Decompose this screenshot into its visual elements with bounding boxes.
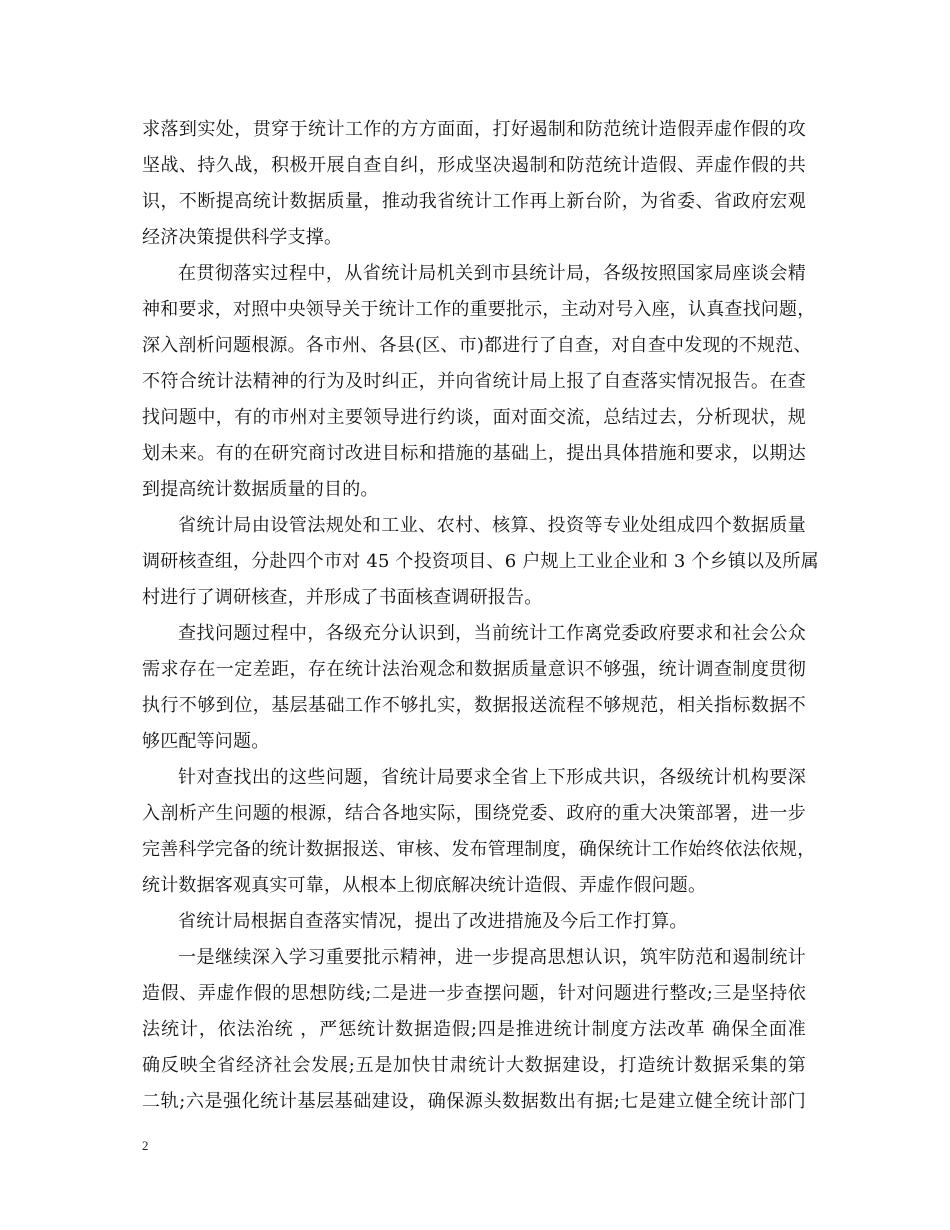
text-line: 统计数据客观真实可靠，从根本上彻底解决统计造假、弄虚作假问题。: [142, 875, 707, 896]
text-line: 不符合统计法精神的行为及时纠正，并向省统计局上报了自查落实情况报告。在查: [142, 371, 806, 392]
paragraph: [142, 256, 816, 508]
paragraph: [142, 508, 819, 616]
text-line: 确反映全省经济社会发展;五是加快甘肃统计大数据建设，打造统计数据采集的第: [142, 1055, 806, 1076]
text-line: 造假、弄虚作假的思想防线;二是进一步查摆问题，针对问题进行整改;三是坚持依: [142, 983, 806, 1004]
text-line: 坚战、持久战，积极开展自查自纠，形成坚决遏制和防范统计造假、弄虚作假的共: [142, 155, 806, 176]
text-line: 调研核查组，分赴四个市对 45 个投资项目、6 户规上工业企业和 3 个乡镇以及所属: [142, 551, 819, 572]
paragraph: [142, 616, 806, 760]
document-body: [142, 112, 819, 1120]
text-line: 二轨;六是强化统计基层基础建设，确保源头数据数出有据;七是建立健全统计部门: [142, 1091, 806, 1112]
text-line: 执行不够到位，基层基础工作不够扎实，数据报送流程不够规范，相关指标数据不: [142, 695, 806, 716]
text-line: 找问题中，有的市州对主要领导进行约谈，面对面交流，总结过去，分析现状，规: [142, 407, 806, 428]
text-line: 法统计，依法治统 ，严惩统计数据造假;四是推进统计制度方法改革 确保全面准: [142, 1019, 806, 1040]
text-line: 省统计局根据自查落实情况，提出了改进措施及今后工作打算。: [178, 911, 688, 932]
paragraph: [142, 760, 816, 904]
paragraph: [142, 904, 806, 940]
page-number: 2: [142, 1138, 149, 1153]
text-line: 深入剖析问题根源。各市州、各县(区、市)都进行了自查，对自查中发现的不规范、: [142, 335, 812, 356]
text-line: 经济决策提供科学支撑。: [142, 227, 343, 248]
text-line: 村进行了调研核查，并形成了书面核查调研报告。: [142, 587, 543, 608]
text-line: 入剖析产生问题的根源，结合各地实际，围绕党委、政府的重大决策部署，进一步: [142, 803, 806, 824]
text-line: 够匹配等问题。: [142, 731, 270, 752]
text-line: 完善科学完备的统计数据报送、审核、发布管理制度，确保统计工作始终依法依规，: [142, 839, 816, 860]
text-line: 一是继续深入学习重要批示精神，进一步提高思想认识，筑牢防范和遏制统计: [178, 947, 806, 968]
text-line: 到提高统计数据质量的目的。: [142, 479, 379, 500]
text-line: 针对查找出的这些问题，省统计局要求全省上下形成共识，各级统计机构要深: [178, 767, 806, 788]
text-line: 划未来。有的在研究商讨改进目标和措施的基础上，提出具体措施和要求，以期达: [142, 443, 806, 464]
paragraph: [142, 940, 806, 1120]
text-line: 需求存在一定差距，存在统计法治观念和数据质量意识不够强，统计调查制度贯彻: [142, 659, 806, 680]
text-line: 神和要求，对照中央领导关于统计工作的重要批示，主动对号入座，认真查找问题，: [142, 299, 816, 320]
paragraph: [142, 112, 806, 256]
text-line: 查找问题过程中，各级充分认识到，当前统计工作离党委政府要求和社会公众: [178, 623, 806, 644]
text-line: 省统计局由设管法规处和工业、农村、核算、投资等专业处组成四个数据质量: [178, 515, 806, 536]
text-line: 求落到实处，贯穿于统计工作的方方面面，打好遏制和防范统计造假弄虚作假的攻: [142, 119, 806, 140]
text-line: 识，不断提高统计数据质量，推动我省统计工作再上新台阶，为省委、省政府宏观: [142, 191, 806, 212]
text-line: 在贯彻落实过程中，从省统计局机关到市县统计局，各级按照国家局座谈会精: [178, 263, 806, 284]
